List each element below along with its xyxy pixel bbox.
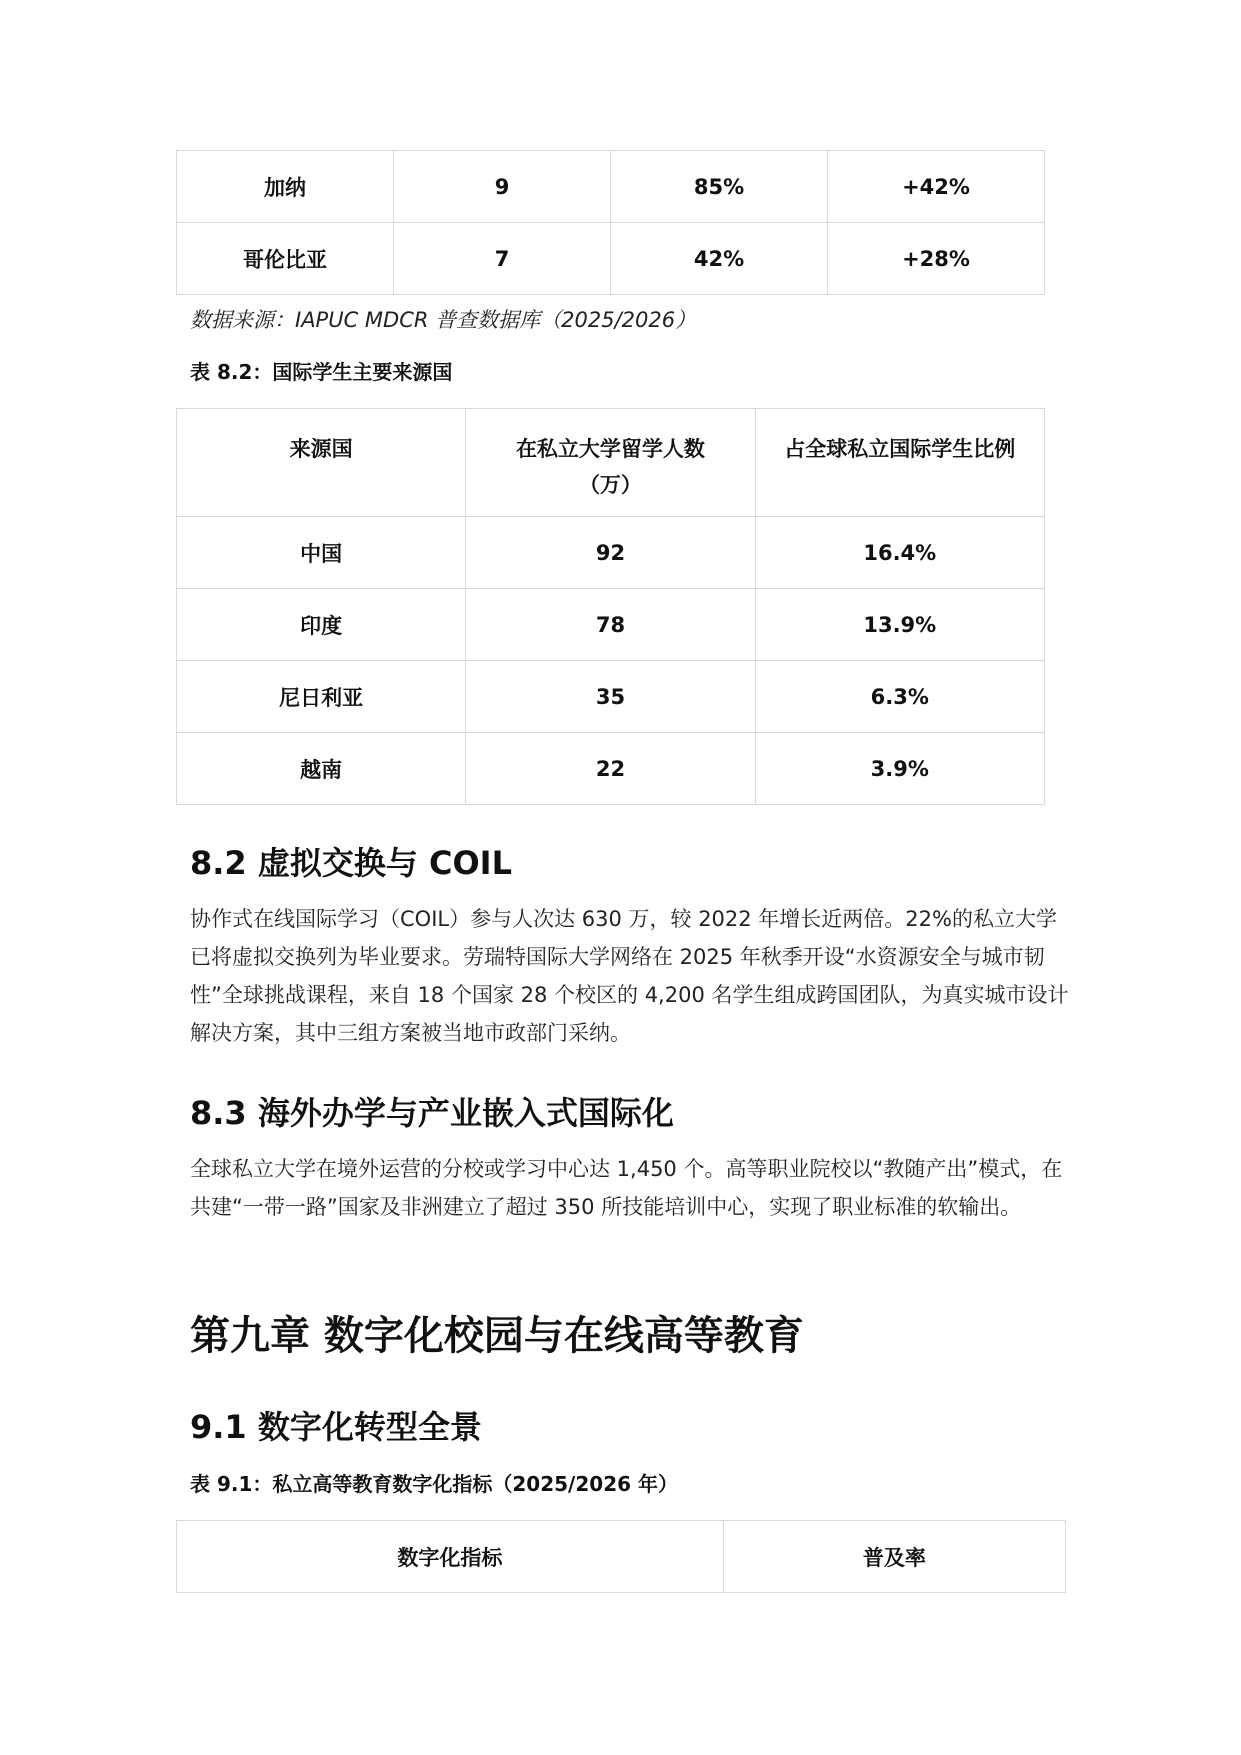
table-cell: 16.4% <box>755 517 1044 589</box>
table-cell: 印度 <box>177 589 466 661</box>
column-header: 数字化指标 <box>177 1521 724 1593</box>
table-header-row <box>177 409 1045 517</box>
column-header <box>466 409 755 517</box>
table-row <box>177 517 1045 589</box>
table-row <box>177 223 1045 295</box>
body-paragraph: 协作式在线国际学习（COIL）参与人次达 630 万，较 2022 年增长近两倍。22%的私立大学已将虚拟交换列为毕业要求。劳瑞特国际大学网络在 2025 年秋季开设“水资源安全与城市韧性”全球挑战课程，来自 18 个国家 28 个校区的 4,200 名学生组成跨国团队，为真实城市设计解决方案，其中三组方案被当地市政部门采纳。 <box>190 907 1069 1045</box>
table-cell: +28% <box>828 223 1045 295</box>
table-cell: 13.9% <box>755 589 1044 661</box>
table-source-note: 数据来源：IAPUC MDCR 普查数据库（2025/2026） <box>190 308 697 332</box>
table-row <box>177 589 1045 661</box>
table-9-1 <box>176 1520 1066 1593</box>
table-cell: 35 <box>466 661 755 733</box>
table-cell: 7 <box>394 223 611 295</box>
column-header: 普及率 <box>723 1521 1065 1593</box>
column-header-text: 在私立大学留学人数（万） <box>515 437 705 497</box>
table-cell: 6.3% <box>755 661 1044 733</box>
table-cell: 3.9% <box>755 733 1044 805</box>
table-8-1-tail <box>176 150 1045 295</box>
table-8-2 <box>176 408 1045 805</box>
table-cell: 78 <box>466 589 755 661</box>
section-heading: 8.2 虚拟交换与 COIL <box>190 844 512 882</box>
table-cell: 哥伦比亚 <box>177 223 394 295</box>
section-heading: 8.3 海外办学与产业嵌入式国际化 <box>190 1094 674 1132</box>
table-cell: 尼日利亚 <box>177 661 466 733</box>
section-heading: 9.1 数字化转型全景 <box>190 1408 482 1446</box>
table-cell: 42% <box>611 223 828 295</box>
table-caption: 表 9.1：私立高等教育数字化指标（2025/2026 年） <box>190 1472 678 1496</box>
table-caption: 表 8.2：国际学生主要来源国 <box>190 360 453 384</box>
chapter-heading: 第九章 数字化校园与在线高等教育 <box>190 1313 804 1359</box>
table-row <box>177 151 1045 223</box>
table-cell: +42% <box>828 151 1045 223</box>
table-cell: 越南 <box>177 733 466 805</box>
column-header: 来源国 <box>177 409 466 517</box>
table-cell: 22 <box>466 733 755 805</box>
table-cell: 9 <box>394 151 611 223</box>
table-row <box>177 733 1045 805</box>
table-header-row <box>177 1521 1066 1593</box>
table-cell: 92 <box>466 517 755 589</box>
column-header: 占全球私立国际学生比例 <box>755 409 1044 517</box>
body-paragraph: 全球私立大学在境外运营的分校或学习中心达 1,450 个。高等职业院校以“教随产出”模式，在共建“一带一路”国家及非洲建立了超过 350 所技能培训中心，实现了职业标准的软输出。 <box>190 1157 1063 1219</box>
table-cell: 中国 <box>177 517 466 589</box>
table-cell: 85% <box>611 151 828 223</box>
table-cell: 加纳 <box>177 151 394 223</box>
table-row <box>177 661 1045 733</box>
